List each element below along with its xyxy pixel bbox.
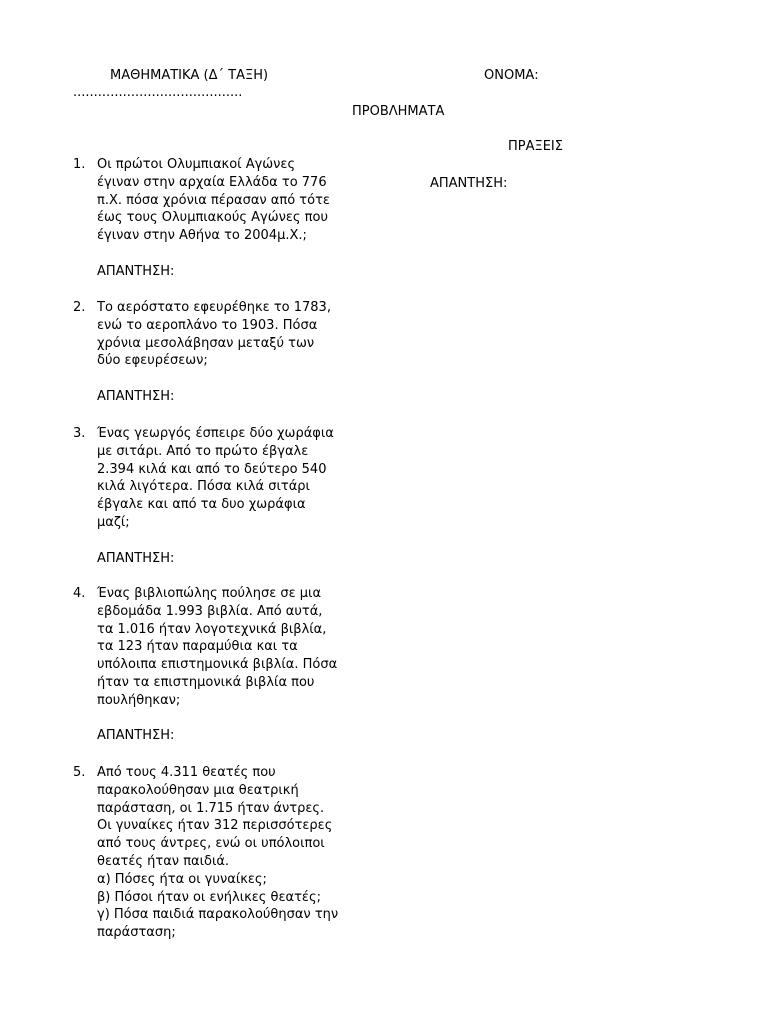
problem-line: υπόλοιπα επιστημονικά βιβλία. Πόσα [97,657,338,673]
problem-number: 4. [73,586,86,601]
problem-line: δύο εφευρέσεων; [97,353,208,369]
problem-number: 3. [73,426,86,441]
problem-4 [73,585,373,745]
problem-line: Το αερόστατο εφευρέθηκε το 1783, [97,300,331,315]
problem-line: Οι πρώτοι Ολυμπιακοί Αγώνες [97,157,296,172]
problem-line: Από τους 4.311 θεατές που [97,765,276,780]
problem-line: παράσταση; [97,925,176,941]
problem-line: θεατές ήταν παιδιά. [97,853,230,869]
answer-label: ΑΠΑΝΤΗΣΗ: [97,550,175,566]
problem-line: έγιναν στην αρχαία Ελλάδα το 776 [97,174,327,190]
problem-line: Ένας γεωργός έσπειρε δύο χωράφια [97,426,334,441]
problem-number: 2. [73,300,86,315]
problem-line: τα 123 ήταν παραμύθια και τα [97,639,298,655]
problem-line: εβδομάδα 1.993 βιβλία. Από αυτά, [97,603,323,619]
name-label: ΟΝΟΜΑ: [484,68,539,83]
problem-3 [73,425,373,567]
problem-line: έβγαλε και από τα δυο χωράφια [97,497,306,513]
sub-question-b: β) Πόσοι ήταν οι ενήλικες θεατές; [97,889,321,905]
operations-label: ΠΡΑΞΕΙΣ [508,139,563,154]
problem-line: πουλήθηκαν; [97,692,181,708]
problem-line: χρόνια μεσολάβησαν μεταξύ των [97,335,315,351]
worksheet-title: ΜΑΘΗΜΑΤΙΚΑ (Δ΄ ΤΑΞΗ) [110,68,269,83]
answer-label: ΑΠΑΝΤΗΣΗ: [97,263,175,279]
problem-line: από τους άντρες, ενώ οι υπόλοιποι [97,836,325,852]
problem-line: τα 1.016 ήταν λογοτεχνικά βιβλία, [97,621,327,637]
problem-line: έγιναν στην Αθήνα το 2004μ.Χ.; [97,228,307,244]
problem-1 [73,156,373,281]
problem-line: ενώ το αεροπλάνο το 1903. Πόσα [97,317,318,333]
problem-line: παρακολούθησαν μια θεατρική [97,782,299,798]
problem-line: π.Χ. πόσα χρόνια πέρασαν από τότε [97,192,330,208]
problem-number: 5. [73,765,86,780]
problem-line: κιλά λιγότερα. Πόσα κιλά σιτάρι [97,479,310,495]
problem-line: ήταν τα επιστημονικά βιβλία που [97,674,315,690]
problem-line: Οι γυναίκες ήταν 312 περισσότερες [97,818,333,834]
right-answer-label: ΑΠΑΝΤΗΣΗ: [430,176,508,191]
problem-line: παράσταση, οι 1.715 ήταν άντρες. [97,800,325,816]
problem-2 [73,299,373,406]
problem-line: έως τους Ολυμπιακούς Αγώνες που [97,210,328,226]
name-fill-line: ......................................... [73,85,243,100]
section-title: ΠΡΟΒΛΗΜΑΤΑ [352,104,445,119]
problem-line: με σιτάρι. Από το πρώτο έβγαλε [97,443,309,459]
problem-number: 1. [73,157,86,172]
sub-question-a: α) Πόσες ήτα οι γυναίκες; [97,871,267,887]
problem-line: Ένας βιβλιοπώλης πούλησε σε μια [97,586,322,601]
problem-line: 2.394 κιλά και από το δεύτερο 540 [97,461,327,477]
sub-question-c: γ) Πόσα παιδιά παρακολούθησαν την [97,907,339,923]
problem-line: μαζί; [97,514,130,530]
problem-5 [73,764,373,942]
answer-label: ΑΠΑΝΤΗΣΗ: [97,728,175,744]
answer-label: ΑΠΑΝΤΗΣΗ: [97,388,175,404]
